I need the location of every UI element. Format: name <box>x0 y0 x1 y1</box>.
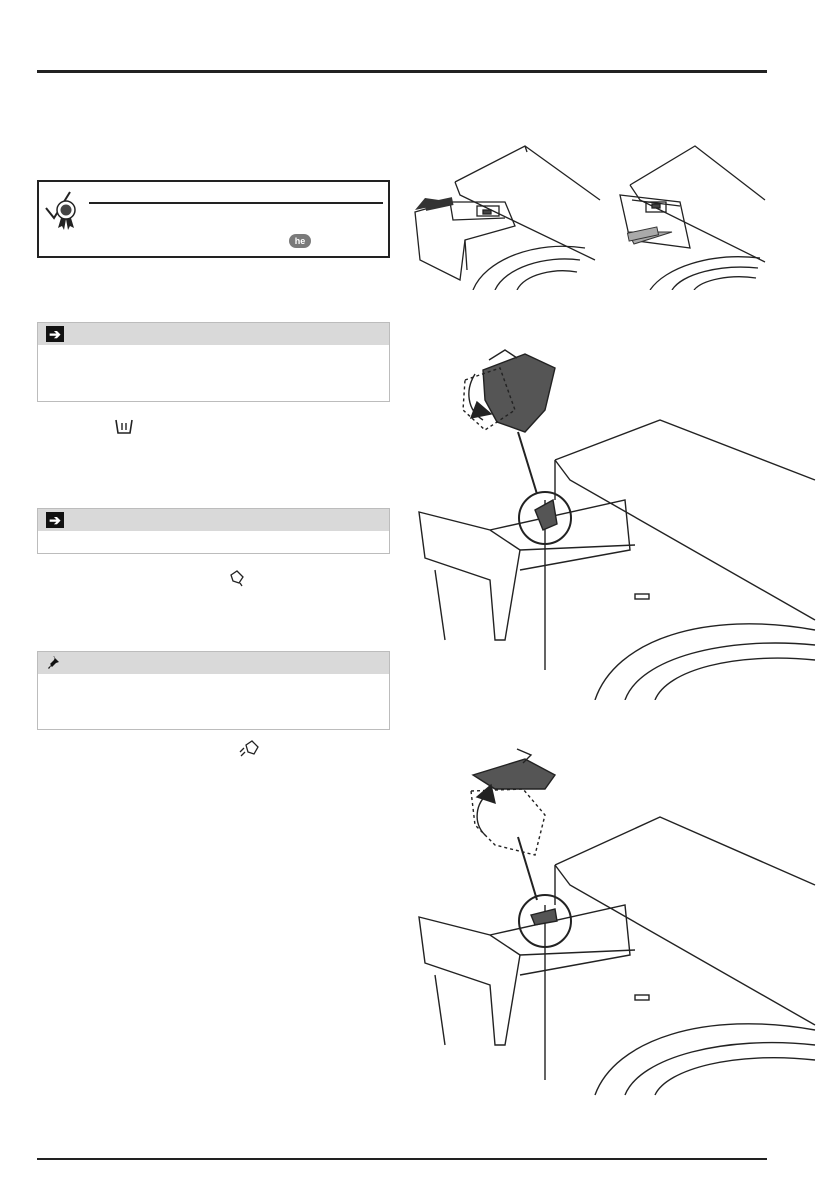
tip-divider <box>89 202 383 204</box>
note-box-1 <box>37 322 390 402</box>
top-rule <box>37 70 767 73</box>
dispenser-push-in-illustration <box>610 140 770 290</box>
note-header-3 <box>38 652 389 674</box>
note-box-3 <box>37 651 390 730</box>
he-logo-icon: he <box>289 234 311 248</box>
note-header-2 <box>38 509 389 531</box>
liquid-flap-down-illustration <box>405 340 820 700</box>
pushpin-icon <box>46 655 64 671</box>
arrow-right-icon: ➔ <box>46 512 64 528</box>
note-header-1 <box>38 323 389 345</box>
liquid-detergent-icon <box>238 738 260 758</box>
softener-icon <box>228 569 246 587</box>
award-ribbon-icon <box>42 188 86 232</box>
prewash-tub-icon <box>114 418 134 436</box>
bottom-rule <box>37 1158 767 1160</box>
dispenser-pull-out-illustration <box>405 140 605 290</box>
note-box-2 <box>37 508 390 554</box>
tip-box <box>37 180 390 258</box>
arrow-right-icon: ➔ <box>46 326 64 342</box>
liquid-flap-up-illustration <box>405 745 820 1100</box>
